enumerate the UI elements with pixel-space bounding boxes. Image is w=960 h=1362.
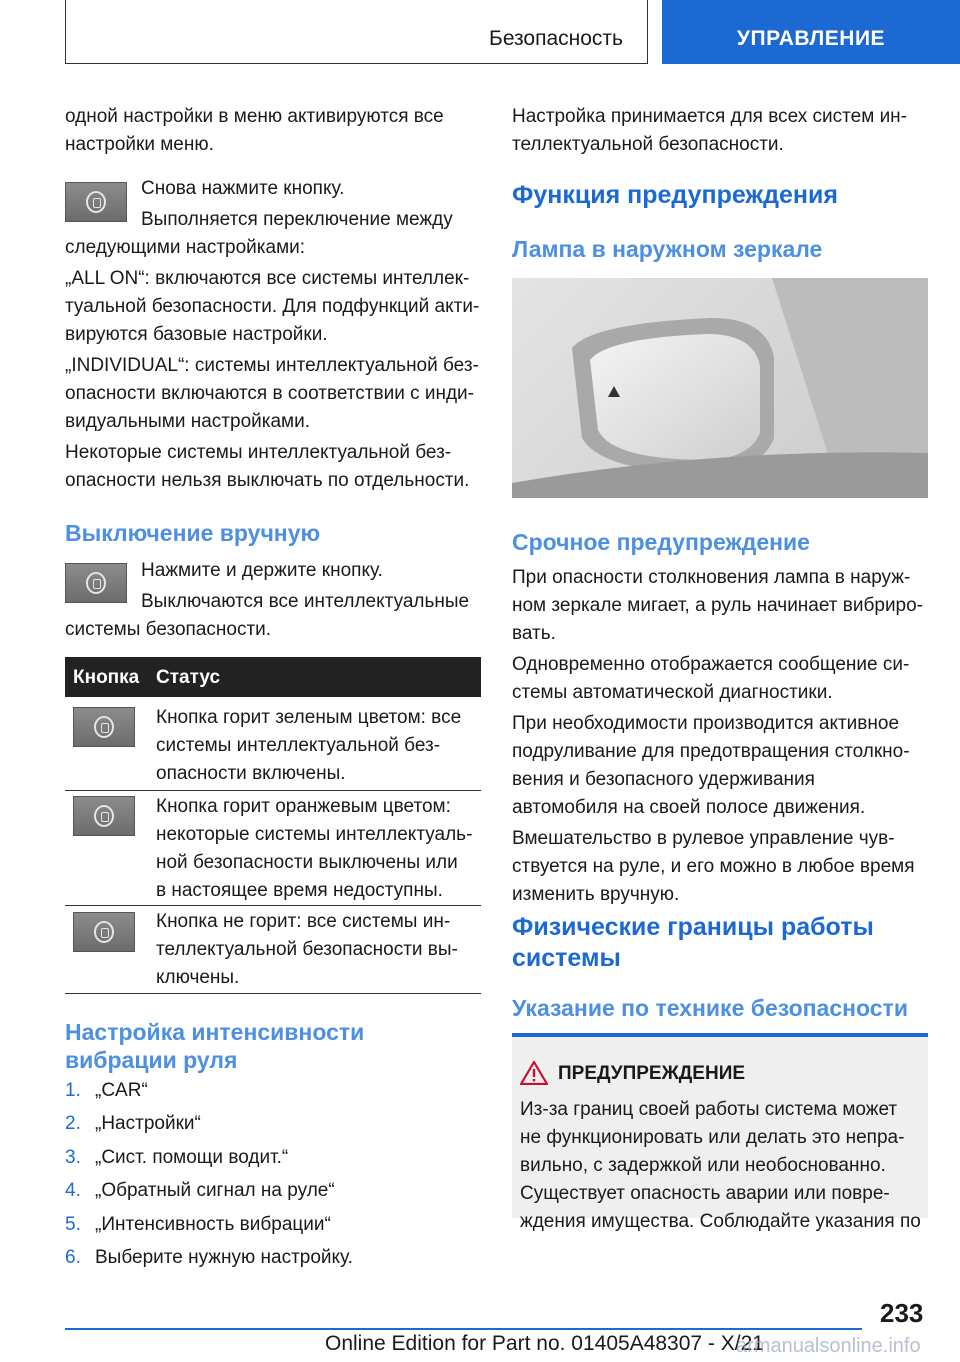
left-p4c: вируются базовые настройки. [65, 324, 328, 345]
footer-edition: Online Edition for Part no. 01405A48307 - X/21 [325, 1332, 764, 1355]
table-row2-l2: некоторые системы интеллектуаль- [156, 824, 473, 845]
table-col-status: Статус [156, 667, 221, 688]
table-row2-l1: Кнопка горит оранжевым цветом: [156, 796, 451, 817]
table-divider [65, 905, 481, 906]
mirror-photo [512, 278, 928, 498]
table-row3-l1: Кнопка не горит: все системы ин- [156, 911, 451, 932]
left-p1b: настройки меню. [65, 134, 214, 155]
heading-vibration-1: Настройка интенсивности [65, 1019, 365, 1045]
heading-vibration-2: вибрации руля [65, 1047, 238, 1073]
left-p4b: туальной безопасности. Для подфункций акти- [65, 296, 480, 317]
left-p5c: видуальными настройками. [65, 411, 310, 432]
safety-button-orange-icon [73, 796, 135, 836]
left-p6b: опасности нельзя выключать по отдельности. [65, 470, 470, 491]
right-p3a: Одновременно отображается сообщение си- [512, 654, 910, 675]
warning-l4: Существует опасность аварии или повре- [520, 1183, 890, 1204]
table-row2-l4: в настоящее время недоступны. [156, 880, 443, 901]
left-p8a: Выключаются все интеллектуальные [141, 591, 470, 612]
table-row3-l3: ключены. [156, 967, 240, 988]
header-chapter-tab [662, 0, 960, 64]
left-p3b: следующими настройками: [65, 237, 306, 258]
steps-list [65, 1077, 481, 1278]
header-chapter-title: УПРАВЛЕНИЕ [736, 27, 886, 50]
header-section-box [65, 0, 648, 64]
left-p1: одной настройки в меню активируются все [65, 106, 444, 127]
heading-manual-off: Выключение вручную [65, 520, 321, 546]
warning-l3: вильно, с задержкой или необоснованно. [520, 1155, 886, 1176]
right-p5c: изменить вручную. [512, 884, 680, 905]
right-p2a: При опасности столкновения лампа в наруж- [512, 567, 911, 588]
left-p5b: опасности включаются в соответствии с инди- [65, 383, 474, 404]
heading-limits-2: системы [512, 944, 621, 972]
safety-button-icon [65, 182, 127, 222]
right-p4c: вения и безопасного удерживания [512, 769, 815, 790]
heading-limits-1: Физические границы работы [512, 913, 874, 941]
right-p5b: ствуется на руле, и его можно в любое время [512, 856, 915, 877]
left-p5a: „INDIVIDUAL“: системы интеллектуальной без- [65, 355, 479, 376]
table-row1-l3: опасности включены. [156, 763, 346, 784]
right-p4b: подруливание для предотвращения столкно- [512, 741, 910, 762]
list-item: 5. „Интенсивность вибрации“ [65, 1214, 331, 1235]
list-item: 6. Выберите нужную настройку. [65, 1247, 353, 1268]
warning-l5: ждения имущества. Соблюдайте указания по [520, 1211, 921, 1232]
right-p4d: автомобиля на своей полосе движения. [512, 797, 866, 818]
right-p2b: ном зеркале мигает, а руль начинает вибриро- [512, 595, 924, 616]
left-p3a: Выполняется переключение между [141, 209, 453, 230]
heading-mirror-lamp: Лампа в наружном зеркале [512, 236, 823, 262]
list-item: 2. „Настройки“ [65, 1113, 201, 1134]
left-p7: Нажмите и держите кнопку. [141, 560, 383, 581]
warning-triangle-icon [520, 1061, 548, 1085]
heading-urgent-warning: Срочное предупреждение [512, 529, 810, 555]
left-p6a: Некоторые системы интеллектуальной без- [65, 442, 452, 463]
list-item: 4. „Обратный сигнал на руле“ [65, 1180, 335, 1201]
warning-title: ПРЕДУПРЕЖДЕНИЕ [558, 1063, 746, 1084]
warning-box [512, 1033, 928, 1232]
table-header [65, 657, 481, 697]
right-p5a: Вмешательство в рулевое управление чув- [512, 828, 895, 849]
footer-watermark: armanualsonline.info [736, 1335, 921, 1357]
table-row3-l2: теллектуальной безопасности вы- [156, 939, 458, 960]
right-p1a: Настройка принимается для всех систем ин- [512, 106, 908, 127]
right-p3b: стемы автоматической диагностики. [512, 682, 833, 703]
table-divider [65, 993, 481, 994]
left-p8b: системы безопасности. [65, 619, 272, 640]
warning-l1: Из-за границ своей работы система может [520, 1099, 898, 1120]
table-row2-l3: ной безопасности выключены или [156, 852, 458, 873]
footer-rule [65, 1328, 862, 1330]
list-item: 1. „CAR“ [65, 1080, 148, 1101]
table-divider [65, 790, 481, 791]
safety-button-green-icon [73, 707, 135, 747]
table-row1-l2: системы интеллектуальной без- [156, 735, 441, 756]
safety-button-off-icon [73, 912, 135, 952]
header-section-title: Безопасность [489, 27, 623, 50]
page-number: 233 [880, 1298, 924, 1328]
right-p2c: вать. [512, 623, 556, 644]
table-row1-l1: Кнопка горит зеленым цветом: все [156, 707, 462, 728]
warning-l2: не функционировать или делать это непра- [520, 1127, 905, 1148]
list-item: 3. „Сист. помощи водит.“ [65, 1147, 289, 1168]
heading-safety-note: Указание по технике безопасности [512, 995, 908, 1021]
right-p1b: теллектуальной безопасности. [512, 134, 784, 155]
right-p4a: При необходимости производится активное [512, 713, 900, 734]
safety-button-icon [65, 563, 127, 603]
left-p2: Снова нажмите кнопку. [141, 178, 345, 199]
left-p4a: „ALL ON“: включаются все системы интеллек- [65, 268, 470, 289]
table-col-button: Кнопка [73, 667, 140, 688]
heading-warning-function: Функция предупреждения [512, 181, 838, 209]
